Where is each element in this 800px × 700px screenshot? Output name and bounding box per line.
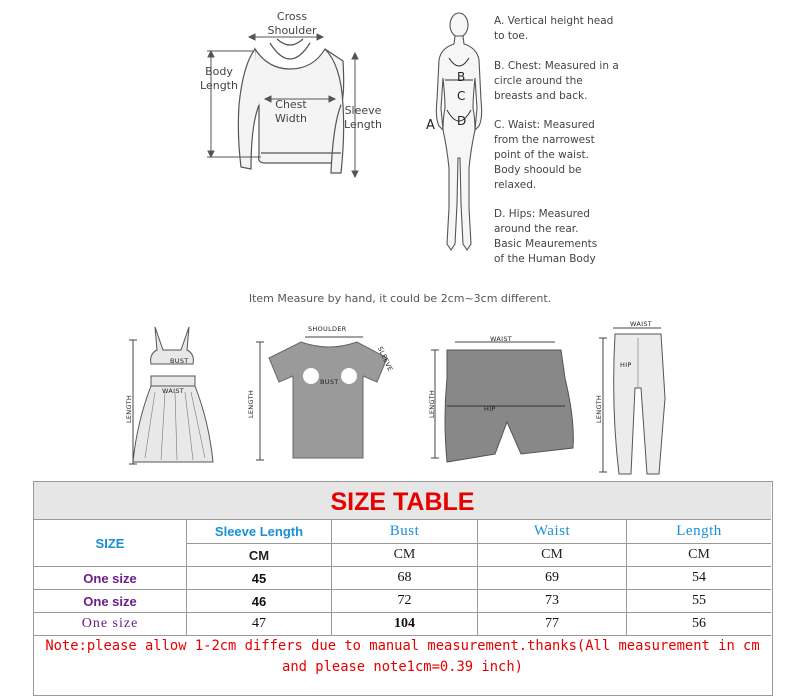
table-row-1-size: One size (83, 570, 137, 586)
tshirt-sleeve-label: SLEEVE (375, 345, 395, 373)
size-table-title: SIZE TABLE (34, 482, 771, 519)
table-row-1-length: 54 (692, 570, 706, 585)
legend-d: D. Hips: Measured around the rear. Basic Meaurements of the Human Body (494, 208, 598, 265)
dress-bust-label: BUST (170, 357, 189, 365)
unit-sleeve: CM (248, 547, 270, 563)
unit-waist: CM (541, 547, 563, 562)
chest-width-label: Chest Width (275, 98, 307, 125)
body-figure (425, 8, 485, 260)
shorts-waist-label: WAIST (490, 335, 513, 343)
legend-b: B. Chest: Measured in a circle around the breasts and back. (494, 60, 619, 102)
body-label-b: B (457, 70, 466, 84)
table-row-2-size: One size (83, 593, 137, 609)
pants-length-label: LENGTH (595, 394, 604, 424)
tshirt-length-label: LENGTH (247, 389, 256, 419)
table-row-2-waist: 73 (545, 593, 559, 608)
sleeve-length-label: Sleeve Length (344, 104, 382, 131)
legend-a: A. Vertical height head to toe. (494, 15, 614, 42)
body-label-a: A (426, 118, 435, 133)
tshirt-shoulder-label: SHOULDER (308, 325, 347, 333)
measure-note: Item Measure by hand, it could be 2cm~3cm different. (248, 292, 552, 305)
table-row-3-size: One size (81, 616, 139, 631)
table-row-3-sleeve: 47 (252, 616, 266, 631)
dress-sketch (125, 322, 220, 472)
table-row-3-waist: 77 (545, 616, 559, 631)
table-row-1-bust: 68 (397, 570, 412, 585)
table-row-2-sleeve: 46 (251, 593, 267, 609)
waist-header: Waist (533, 523, 571, 539)
bust-header: Bust (389, 523, 420, 539)
pants-sketch (595, 318, 675, 478)
body-label-c: C (457, 89, 466, 103)
legend-c: C. Waist: Measured from the narrowest point of the waist. Body shoould be relaxed. (494, 119, 595, 191)
table-row-3-bust: 104 (394, 616, 415, 631)
tshirt-bust-label: BUST (320, 378, 339, 386)
shorts-hip-label: HIP (484, 405, 496, 413)
shorts-length-label: LENGTH (428, 389, 437, 419)
shorts-sketch (425, 330, 580, 470)
table-row-3-length: 56 (692, 616, 706, 631)
table-row-2-length: 55 (692, 593, 706, 608)
unit-length: CM (688, 547, 710, 562)
unit-bust: CM (393, 547, 416, 562)
dress-length-label: LENGTH (125, 394, 134, 424)
cross-shoulder-label: Cross Shoulder (267, 10, 317, 37)
length-header: Length (676, 523, 722, 539)
table-row-2-bust: 72 (397, 593, 412, 608)
sleeve-length-header: Sleeve Length (214, 524, 304, 539)
pants-hip-label: HIP (620, 361, 632, 369)
pants-waist-label: WAIST (630, 320, 653, 328)
body-label-d: D (457, 114, 467, 128)
table-row-1-waist: 69 (545, 570, 559, 585)
body-length-label: Body Length (200, 65, 238, 92)
dress-waist-label: WAIST (162, 387, 185, 395)
table-row-1-sleeve: 45 (251, 570, 267, 586)
size-header: SIZE (95, 535, 125, 551)
size-table-note: Note:please allow 1-2cm differs due to manual measurement.thanks(All measurement in cm and please note1cm=0.39 inch) (45, 638, 760, 675)
